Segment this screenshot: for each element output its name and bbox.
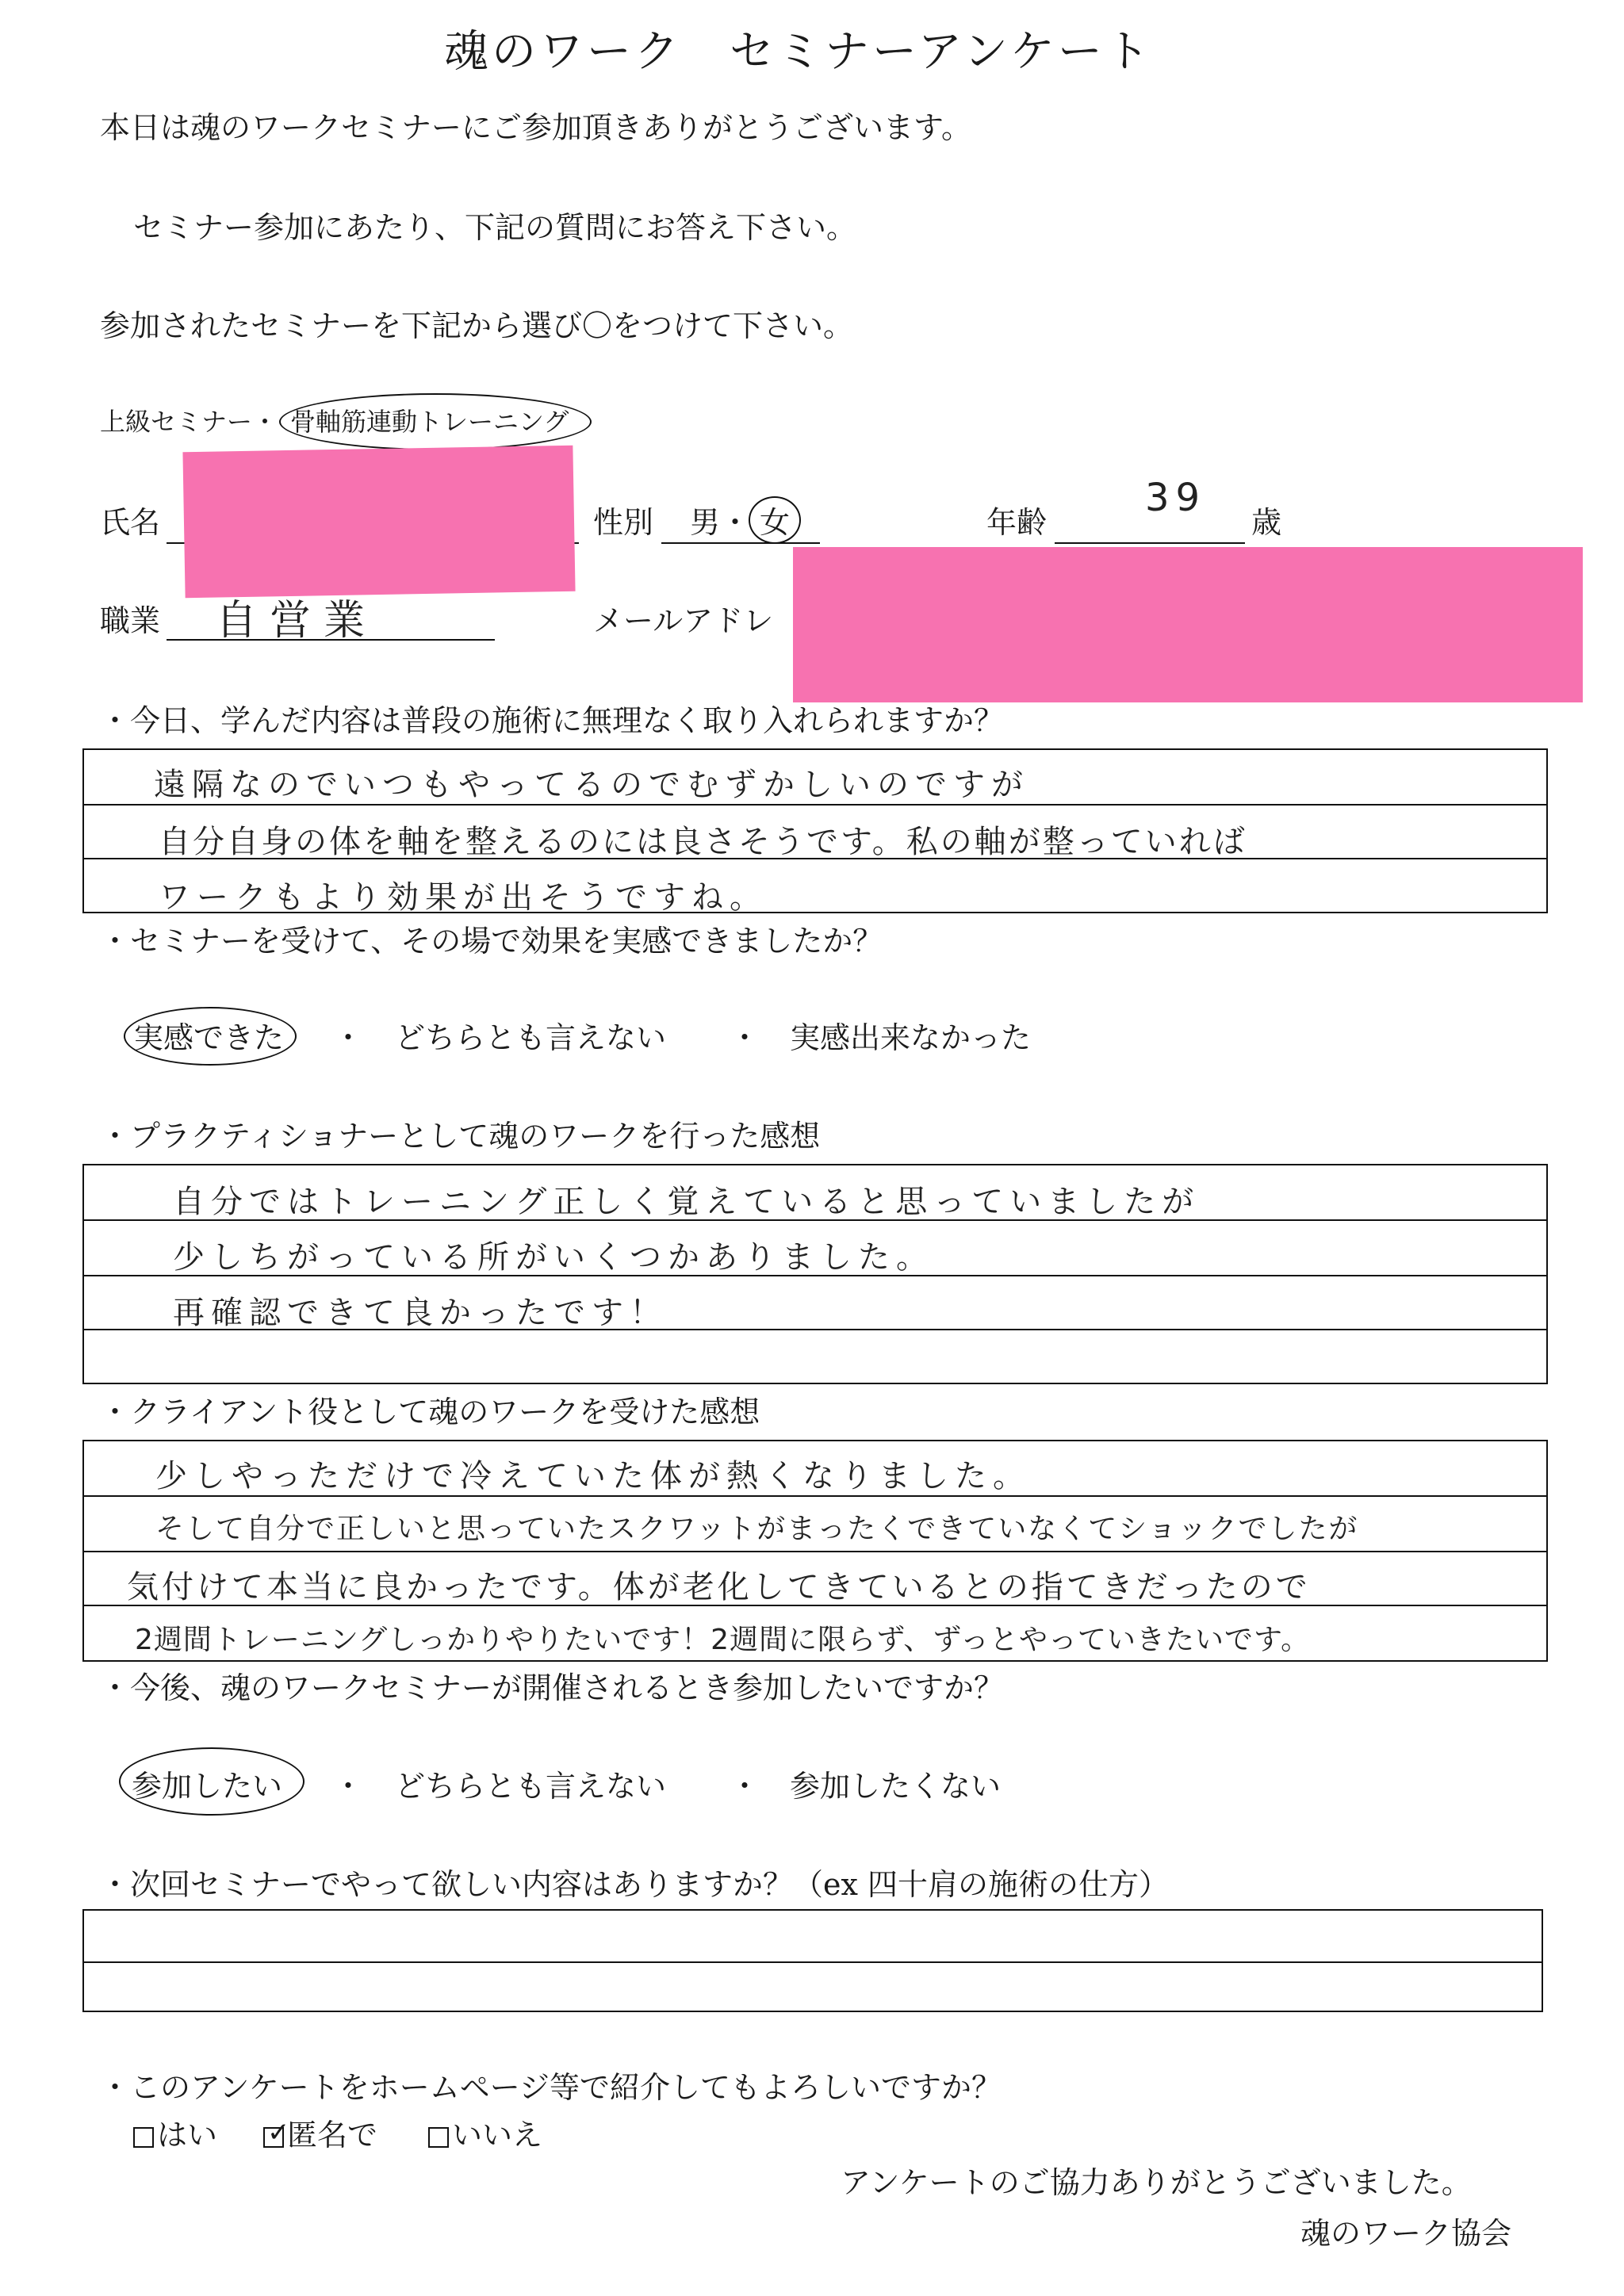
q5-option-neutral[interactable]: どちらとも言えない bbox=[395, 1769, 667, 1804]
q2-separator-1: ・ bbox=[333, 1020, 364, 1055]
occupation-field[interactable] bbox=[167, 639, 495, 641]
seminar-option-advanced[interactable]: 上級セミナー・ bbox=[100, 407, 278, 437]
q5-option-join[interactable]: 参加したい bbox=[132, 1769, 283, 1804]
intro-line-2: セミナー参加にあたり、下記の質問にお答え下さい。 bbox=[133, 210, 857, 245]
q4-answer-line-3: 気付けて本当に良かったです。体が老化してきているとの指てきだったので bbox=[127, 1569, 1311, 1605]
q2-question: ・セミナーを受けて、その場で効果を実感できましたか？ bbox=[100, 924, 883, 959]
q2-separator-2: ・ bbox=[730, 1020, 760, 1055]
footer-organization: 魂のワーク協会 bbox=[1300, 2216, 1512, 2251]
check-mark-icon: ✓ bbox=[267, 2117, 290, 2149]
q7-option-anonymous-label: 匿名で bbox=[287, 2118, 378, 2152]
intro-line-3: 参加されたセミナーを下記から選び〇をつけて下さい。 bbox=[100, 308, 854, 343]
q7-option-yes[interactable] bbox=[133, 2120, 217, 2150]
seminar-option-bone-training[interactable]: 骨軸筋連動トレーニング bbox=[290, 407, 569, 437]
q4-answer-line-1: 少しやっただけで冷えていた体が熱くなりました。 bbox=[155, 1458, 1031, 1494]
q5-separator-1: ・ bbox=[333, 1769, 364, 1804]
q2-selection-circle bbox=[124, 1007, 297, 1066]
gender-label: 性別 bbox=[593, 505, 654, 540]
q3-question: ・プラクティショナーとして魂のワークを行った感想 bbox=[100, 1119, 821, 1154]
q5-question: ・今後、魂のワークセミナーが開催されるとき参加したいですか？ bbox=[100, 1670, 1005, 1705]
q3-answer-line-3: 再確認できて良かったです！ bbox=[173, 1295, 668, 1331]
q3-answer-line-2: 少しちがっている所がいくつかありました。 bbox=[173, 1239, 934, 1276]
age-field[interactable] bbox=[1055, 542, 1245, 544]
q4-answer-line-4: 2週間トレーニングしっかりやりたいです！2週間に限らず、ずっとやっていきたいです。 bbox=[135, 1624, 1311, 1656]
age-unit: 歳 bbox=[1251, 505, 1282, 540]
q7-option-anonymous[interactable] bbox=[263, 2117, 378, 2152]
occupation-value[interactable]: 自営業 bbox=[216, 597, 378, 645]
checkbox-no[interactable] bbox=[428, 2127, 449, 2148]
name-redaction bbox=[182, 446, 575, 599]
age-value[interactable]: 39 bbox=[1145, 476, 1207, 520]
q5-selection-circle bbox=[119, 1747, 304, 1816]
q7-option-no-label: いいえ bbox=[452, 2118, 543, 2152]
q2-option-felt[interactable]: 実感できた bbox=[133, 1020, 285, 1055]
q7-option-yes-label: はい bbox=[157, 2118, 218, 2152]
q2-option-not-felt[interactable]: 実感出来なかった bbox=[790, 1020, 1032, 1055]
q6-question: ・次回セミナーでやって欲しい内容はありますか？（ex 四十肩の施術の仕方） bbox=[100, 1867, 1170, 1902]
name-label: 氏名 bbox=[100, 505, 161, 540]
gender-male-option[interactable]: 男・ bbox=[690, 505, 751, 540]
q7-option-no[interactable] bbox=[428, 2120, 542, 2150]
checkbox-anonymous[interactable] bbox=[263, 2117, 290, 2149]
q1-answer-line-2: 自分自身の体を軸を整えるのには良さそうです。私の軸が整っていれば bbox=[159, 824, 1247, 860]
q3-answer-line-1: 自分ではトレーニング正しく覚えていると思っていましたが bbox=[173, 1184, 1201, 1220]
gender-field-underline bbox=[661, 542, 820, 544]
q7-question: ・このアンケートをホームページ等で紹介してもよろしいですか？ bbox=[100, 2070, 1002, 2105]
q2-option-neutral[interactable]: どちらとも言えない bbox=[395, 1020, 667, 1055]
footer-thanks: アンケートのご協力ありがとうございました。 bbox=[841, 2165, 1472, 2200]
q1-answer-line-3: ワークもより効果が出そうですね。 bbox=[159, 879, 768, 916]
q5-option-not-join[interactable]: 参加したくない bbox=[790, 1769, 1002, 1804]
q4-question: ・クライアント役として魂のワークを受けた感想 bbox=[100, 1395, 760, 1429]
occupation-label: 職業 bbox=[100, 603, 161, 638]
q6-answer-box[interactable] bbox=[82, 1909, 1543, 2012]
q4-answer-line-2: そして自分で正しいと思っていたスクワットがまったくできていなくてショックでしたが bbox=[155, 1513, 1359, 1545]
q5-separator-2: ・ bbox=[730, 1769, 760, 1804]
age-label: 年齢 bbox=[986, 505, 1048, 540]
email-label: メールアドレ bbox=[593, 603, 774, 638]
q1-answer-line-1: 遠隔なのでいつもやってるのでむずかしいのですが bbox=[154, 767, 1029, 803]
gender-female-option[interactable]: 女 bbox=[760, 505, 791, 540]
checkbox-yes[interactable] bbox=[133, 2127, 154, 2148]
gender-selection-circle bbox=[749, 496, 801, 544]
intro-line-1: 本日は魂のワークセミナーにご参加頂きありがとうございます。 bbox=[100, 110, 971, 145]
page-title: 魂のワーク セミナーアンケート bbox=[444, 26, 1153, 78]
q1-question: ・今日、学んだ内容は普段の施術に無理なく取り入れられますか？ bbox=[100, 703, 1005, 738]
email-redaction bbox=[793, 547, 1583, 702]
seminar-selection-circle bbox=[279, 393, 592, 450]
